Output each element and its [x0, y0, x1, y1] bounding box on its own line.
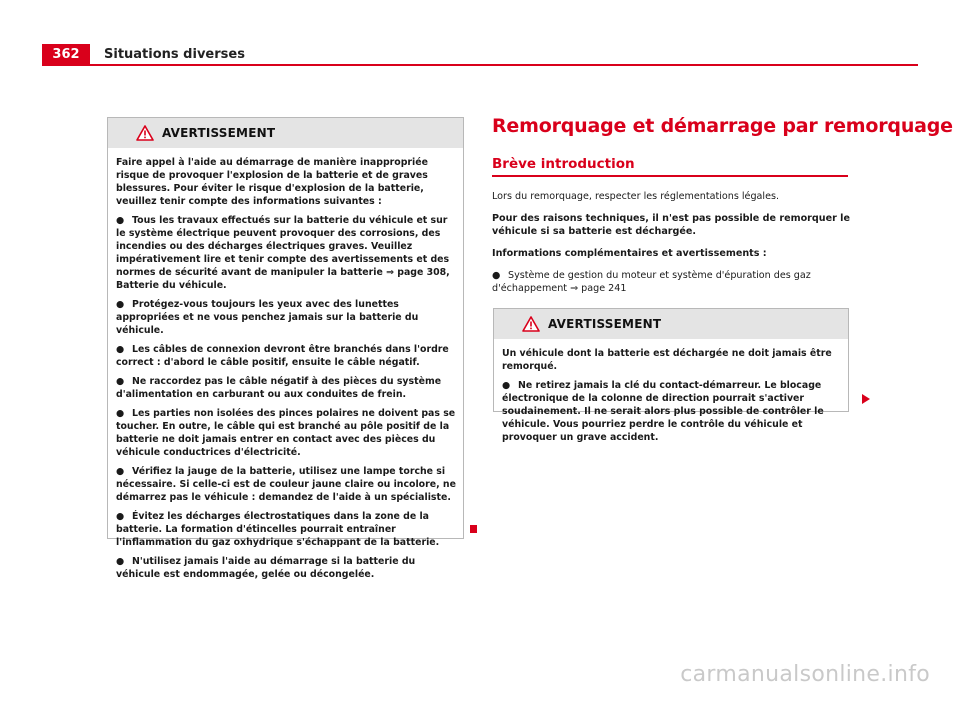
- warning-item: ● Les parties non isolées des pinces polaires ne doivent pas se toucher. En outre, le câble qui est branché au pôle positif de la batterie ne doit jamais entrer en contact avec des pièces du véhicule conductrices d'électricité.: [116, 408, 456, 458]
- bullet: ●: [116, 466, 125, 477]
- warning-triangle-icon: [522, 316, 540, 332]
- warning-intro: Faire appel à l'aide au démarrage de manière inappropriée risque de provoquer l'explosion de la batterie et de graves blessures. Pour éviter le risque d'explosion de la batterie, veuillez tenir compte des informations suivantes :: [116, 157, 428, 207]
- chapter-title: Situations diverses: [104, 47, 245, 62]
- warning-item: ● Ne retirez jamais la clé du contact-démarreur. Le blocage électronique de la colonne de direction pourrait s'activer soudainement. Il ne serait alors plus possible de contrôler le véhicule. Vous pourriez perdre le contrôle du véhicule et provoquer un grave accident.: [502, 380, 824, 443]
- paragraph: Lors du remorquage, respecter les réglementations légales.: [492, 191, 780, 202]
- battery-warning-box: [107, 117, 464, 580]
- bullet: ●: [116, 556, 125, 567]
- section-end-marker: [470, 525, 477, 533]
- bullet: ●: [116, 344, 125, 355]
- continue-arrow-icon: [862, 394, 870, 404]
- warning-heading: AVERTISSEMENT: [548, 317, 662, 331]
- warning-body: [108, 148, 463, 591]
- warning-heading: AVERTISSEMENT: [162, 126, 276, 140]
- warning-item: ● Tous les travaux effectués sur la batterie du véhicule et sur le système électrique peuvent provoquer des corrosions, des incendies ou des décharges électriques graves. Veuillez impérativement lire et tenir compte des avertissements et des normes de sécurité avant de manipuler la batterie ⇒ page 308, Batterie du véhicule.: [116, 215, 450, 291]
- bullet: ●: [116, 215, 125, 226]
- subsection-rule: [492, 175, 848, 177]
- warning-item: ● Les câbles de connexion devront être branchés dans l'ordre correct : d'abord le câble positif, ensuite le câble négatif.: [116, 344, 449, 368]
- bullet: ●: [502, 380, 511, 391]
- header-rule: [90, 64, 918, 66]
- section-title: Remorquage et démarrage par remorquage: [492, 115, 953, 137]
- warning-item: ● Vérifiez la jauge de la batterie, utilisez une lampe torche si nécessaire. Si celle-ci est de couleur jaune claire ou incolore, ne démarrez pas le véhicule : demandez de l'aide à un spécialiste.: [116, 466, 456, 503]
- intro-text: [492, 190, 852, 304]
- warning-body: [494, 339, 848, 454]
- paragraph: Informations complémentaires et avertissements :: [492, 248, 767, 259]
- page-number: 362: [42, 44, 90, 66]
- bullet: ●: [116, 299, 125, 310]
- towing-warning-box: [493, 308, 849, 443]
- warning-item: ● Évitez les décharges électrostatiques dans la zone de la batterie. La formation d'étincelles pourrait entraîner l'inflammation du gaz oxhydrique s'échappant de la batterie.: [116, 511, 440, 548]
- warning-item: ● Ne raccordez pas le câble négatif à des pièces du système d'alimentation en carburant ou aux conduites de frein.: [116, 376, 442, 400]
- warning-intro: Un véhicule dont la batterie est déchargée ne doit jamais être remorqué.: [502, 348, 832, 372]
- list-item: ● Système de gestion du moteur et système d'épuration des gaz d'échappement ⇒ page 241: [492, 270, 811, 294]
- warning-triangle-icon: [136, 125, 154, 141]
- warning-header: [494, 309, 848, 339]
- watermark: carmanualsonline.info: [680, 662, 930, 687]
- warning-header: [108, 118, 463, 148]
- bullet: ●: [116, 376, 125, 387]
- bullet: ●: [116, 408, 125, 419]
- subsection-title: Brève introduction: [492, 156, 635, 172]
- paragraph: Pour des raisons techniques, il n'est pas possible de remorquer le véhicule si sa batterie est déchargée.: [492, 213, 850, 237]
- bullet: ●: [492, 270, 501, 281]
- warning-item: ● N'utilisez jamais l'aide au démarrage si la batterie du véhicule est endommagée, gelée ou décongelée.: [116, 556, 416, 580]
- warning-item: ● Protégez-vous toujours les yeux avec des lunettes appropriées et ne vous penchez jamais sur la batterie du véhicule.: [116, 299, 419, 336]
- bullet: ●: [116, 511, 125, 522]
